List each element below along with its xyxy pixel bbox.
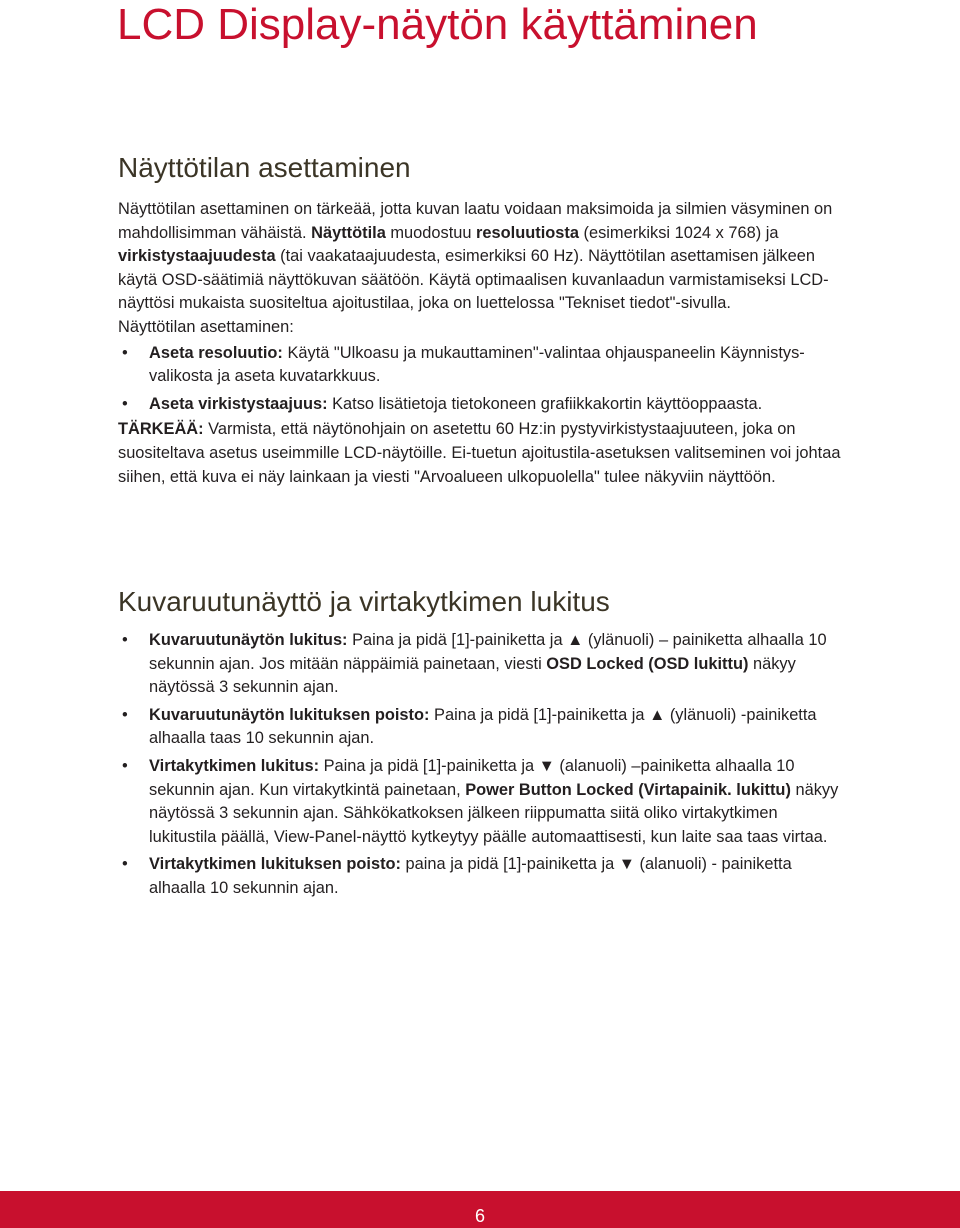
list-item-text: Paina ja pidä [1]-painiketta ja ▲ (ylänuoli) – painiketta alhaalla 10 sekunnin ajan. Jos mitään näppäimiä painetaan, viesti	[149, 631, 827, 673]
list-item-label: Kuvaruutunäytön lukituksen poisto:	[149, 705, 430, 724]
bullet-icon: •	[122, 855, 128, 874]
list-item-text: paina ja pidä [1]-painiketta ja ▼ (alanuoli) - painiketta alhaalla 10 sekunnin ajan.	[149, 855, 792, 897]
intro-bold-resolution: resoluutiosta	[476, 223, 579, 242]
display-mode-steps	[118, 342, 846, 417]
important-text: Varmista, että näytönohjain on asetettu 60 Hz:in pystyvirkistystaajuuteen, joka on suositeltava asetus useimmille LCD-näytöille. Ei-tuetun ajoitustila-asetuksen valitseminen voi johtaa siihen, että kuva ei näy lainkaan ja viesti "Arvoalueen ulkopuolella" tulee näkyviin näyttöön.	[118, 420, 841, 486]
intro-bold-refresh: virkistystaajuudesta	[118, 247, 276, 266]
page-title: LCD Display-näytön käyttäminen	[117, 0, 758, 49]
list-item-label: Virtakytkimen lukituksen poisto:	[149, 855, 401, 874]
intro-text: (tai vaakataajuudesta, esimerkiksi 60 Hz). Näyttötilan asettamisen jälkeen käytä OSD-säätimiä näyttökuvan säätöön. Käytä optimaalisen kuvanlaadun varmistamiseksi LCD-näyttösi mukaista suositeltua ajoitustilaa, joka on luettelossa "Tekniset tiedot"-sivulla.	[118, 247, 829, 313]
section-heading-osd-lock: Kuvaruutunäyttö ja virtakytkimen lukitus	[118, 586, 610, 617]
list-item-text: Paina ja pidä [1]-painiketta ja ▲ (ylänuoli) -painiketta alhaalla taas 10 sekunnin ajan.	[149, 705, 817, 748]
list-item-label: Virtakytkimen lukitus:	[149, 756, 320, 775]
bullet-icon: •	[122, 756, 128, 775]
important-label: TÄRKEÄÄ:	[118, 420, 204, 439]
osd-lock-list	[118, 629, 846, 901]
list-item	[118, 393, 846, 417]
intro-text: (esimerkiksi 1024 x 768) ja	[578, 223, 779, 242]
list-item-text: Katso lisätietoja tietokoneen grafiikkakortin käyttöoppaasta.	[327, 394, 763, 413]
list-item-text: Käytä "Ulkoasu ja mukauttaminen"-valintaa ohjauspaneelin Käynnistys-valikosta ja aseta kuvatarkkuus.	[149, 343, 805, 386]
list-item-text: näkyy näytössä 3 sekunnin ajan. Sähkökatkoksen jälkeen riippumatta siitä oliko virtakytkimen lukitustila päällä, View-Panel-näyttö kytkeytyy päälle automaattisesti, kun laite saa taas virtaa.	[149, 780, 839, 846]
list-intro: Näyttötilan asettaminen:	[118, 317, 294, 336]
list-item-label: Kuvaruutunäytön lukitus:	[149, 631, 348, 649]
page-number: 6	[474, 1206, 485, 1226]
intro-bold-mode: Näyttötila	[311, 223, 386, 242]
list-item	[118, 629, 846, 700]
list-item-text: näkyy näytössä 3 sekunnin ajan.	[149, 654, 796, 697]
list-item	[118, 755, 846, 849]
important-note	[118, 418, 846, 489]
list-item-label: Aseta resoluutio:	[149, 343, 283, 362]
bullet-icon: •	[122, 343, 128, 362]
intro-text: muodostuu	[385, 223, 477, 242]
intro-paragraph	[118, 198, 846, 316]
osd-lock-section	[118, 629, 846, 905]
bullet-icon: •	[122, 394, 128, 413]
list-item-label: Aseta virkistystaajuus:	[149, 394, 328, 413]
section-heading-display-mode: Näyttötilan asettaminen	[118, 152, 411, 183]
intro-text: Näyttötilan asettaminen on tärkeää, jotta kuvan laatu voidaan maksimoida ja silmien väsyminen on mahdollisimman vähäistä.	[118, 200, 833, 242]
list-item-bold: Power Button Locked (Virtapainik. lukittu)	[465, 780, 791, 799]
display-mode-section	[118, 198, 846, 489]
bullet-icon: •	[122, 705, 128, 724]
bullet-icon: •	[122, 631, 128, 649]
list-item	[118, 704, 846, 751]
list-item-text: Paina ja pidä [1]-painiketta ja ▼ (alanuoli) –painiketta alhaalla 10 sekunnin ajan. Kun virtakytkintä painetaan,	[149, 756, 795, 799]
list-item	[118, 342, 846, 389]
list-item-bold: OSD Locked (OSD lukittu)	[546, 654, 749, 673]
list-item	[118, 853, 846, 900]
